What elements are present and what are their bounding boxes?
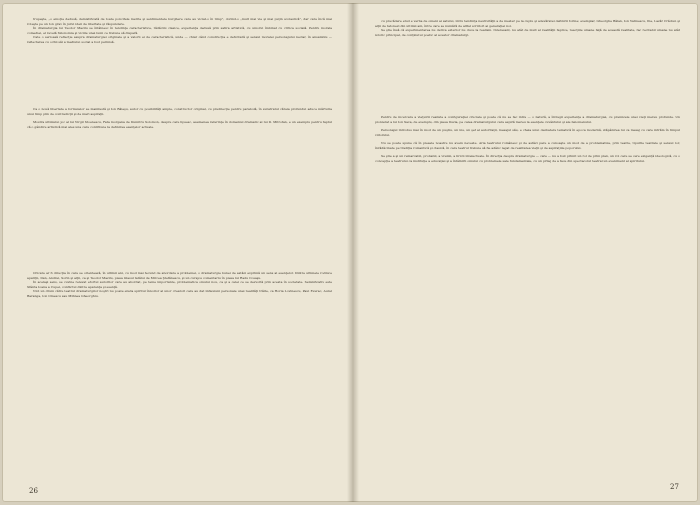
- book-spread: [2, 3, 698, 502]
- paragraph: Personajul introdus mai în mod de un puştiu, un ins, un şef al autoritaţii, mesajul său, e cheia unui dezbatere tematică în epoca modernă, stăpânirea lui ca mesaj cu care intrăm în timpul viitorului.: [375, 128, 680, 137]
- paragraph: Pentru de incercare a vieţuirii realiste a configuraţiei cruciale şi poate că nu se fac intre — o natură, a întregii experienţe a dramaturgiei, cu premizele unei vieţi mereu profunde. Un pionierat a lui Ion Sava, de exemplu, din piesa Iluzia, pe calea dramaturgului care aspiră mereu la esenţele cuvântului şi ale fenomenului.: [375, 115, 680, 124]
- left-text-section-1: [27, 17, 332, 103]
- paragraph: Nu se poate spune că în piesele noastre nu avem neveste. Aria teatrului românesc şi de astăzi pare a cunoaşte un mod de a problematiza, prin teatre, tipurile teatrale şi sensul lor, înrădăcinate pe tradiţia romantică şi clasică, în care teatrul trebuie să fie adânc legat de realitatea vieţii şi de aspiraţiile poporului.: [375, 141, 680, 150]
- paragraph: În dramaturgia lui Teodor Mazilu se întâlnesc în tendinţe caracteristice, rădăcini clasice, experienţa dedusă prin satira artistică, cu umorul îmbinat cu critica socială. Pentru morala comediei, el revelă fizionomia şi viciile unei lumi ce trebuie să dispară.: [27, 26, 332, 35]
- paragraph: Mostra ultimului joc al lui Virgil Stoenescu, Fata morgana de Dumitru Solomon, despre care lipsesc, asemenea referinţe în domeniul dramatic al lui D. Mitrofan, e un exemplu pentru faptul că o gândire artistică mai ales una care contribuie la definirea esenţelor actuale.: [27, 120, 332, 129]
- page-number-left: 26: [29, 487, 38, 495]
- right-text-section-2: [375, 115, 680, 475]
- paragraph: Cate o serioasă reflecţie asupra dramaturgiei originale şi a valorii ei de caracteristică, unde — chiar când construcţia e deficitară şi sensul moralei personajului neclar, în ansamblu — reflectarea cu ochii săi a mediului social a fost permisă.: [27, 35, 332, 44]
- paragraph: trupeşte, „o emoţie dedusă, demistificată de toate poncifele merite şi sentimentele burghere care au viciat-o în timp”, dorind-o „mult mai vie şi mai puţin scolastică”, dar care încă mai roteşte pe un ton grav în jurul ideii de libertate şi răspundere.: [27, 17, 332, 26]
- book-gutter: [347, 3, 359, 502]
- paragraph: Se ştie însă că experimentarea nu deriva exterior nu duce la realism. Interesant, nu atât de mult al realităţii faptice, reacţiile umane faţă de această realitate, fac recitabil umane nu atât istoric principal, de conţinutul poetic al acestor dramaturgi.: [375, 28, 680, 37]
- right-page: [359, 3, 698, 502]
- paragraph: cu precădere etud e verba de omeni ai satului, intru tendinţa neutivităţii a de mester pe la cuplu şi adevăratei definirii forme; exemplar, Gheorghe Bălan, Ion Vatmescu, Ilie, Lazăr Crăciun şi alţii de tatonezi din ultimii ani, între care se numără de altfel scriitori ai generaţiei noi.: [375, 19, 680, 28]
- right-text-section-1: [375, 19, 680, 111]
- paragraph: Oricare ar fi direcţia în care se orientează, în ultimii ani, cu mod mai fecund de abordare a problemei, o dramaturgie bunei de astăzi exprimă un sens al esenţelor. Dintre ultimele rodnice apariţii, Dan, Andrei, Sorin şi alţii, ca şi Teodor Mazilu, piesa Glasul tatălui de Mircea Ştefănescu, şi un curajos comentariu în piesa lui Radu Cosaşu.: [27, 271, 332, 280]
- paragraph: Nici un drum către teatrul dramaturgilor noştri nu poate eluda spiritul înnoitor al unor creatori care au dat inflexiuni personale unei realităţi trăite, ca Horia Lovinescu, Paul Everac, Aurel Baranga, Ion Omescu sau Mihnea Gheorghiu.: [27, 289, 332, 298]
- left-text-section-3: [27, 271, 332, 477]
- paragraph: Ca o nouă libertate a formulelor se manifestă şi Ion Băieşu, autor cu posibilităţi ample, constructor original, cu predilecţie pentru parabolă, în substratul căreia profundul aduce mărturia unui timp plin de contradicţii şi de mari aspiraţii.: [27, 107, 332, 116]
- paragraph: În acelaşi sens, se cuvine relevat efortul autorilor care au abordat, pe teme importante, problematica omului nou, ca şi a celei ce se dezvoltă prin acesta în societate. Semnificativ este Sfânta Ioana a Cupei, conflictul dintre aparenţa şi esenţă.: [27, 280, 332, 289]
- page-number-right: 27: [670, 483, 679, 491]
- left-page: [2, 3, 347, 502]
- paragraph: Se ştie a şi un remarcabil, probabil, a vremii, a liricii intelectuale. În direcţia despre dramaturgie — care — nu a fost primit un rol de prim plan, un rol care se cere exigenţă ideologică, cu o concepţie a teatrului ca instituţie a educaţiei şi a întâlnirii omului cu problemele sale fundamentale, cu un prilej de a face din spectacolul teatral un eveniment al spiritului.: [375, 154, 680, 163]
- left-text-section-2: [27, 107, 332, 267]
